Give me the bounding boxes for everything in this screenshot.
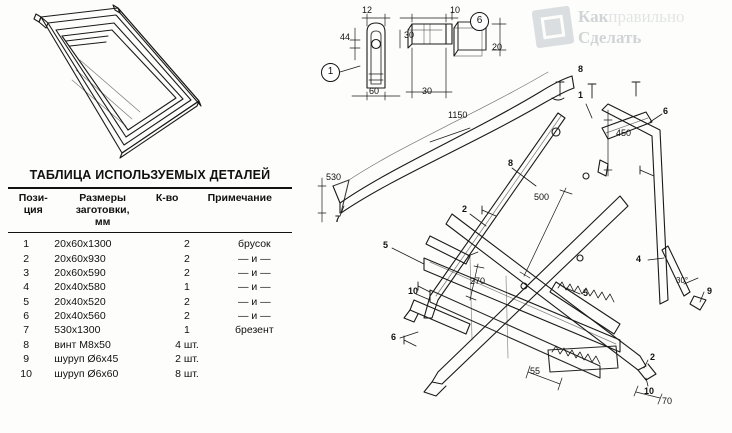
- watermark-line2-bold: Сделать: [578, 28, 642, 48]
- table-rule-top: [8, 187, 292, 189]
- parts-table-title: ТАБЛИЦА ИСПОЛЬЗУЕМЫХ ДЕТАЛЕЙ: [29, 168, 271, 182]
- fasteners: [404, 82, 654, 346]
- table-row: 9 шуруп Ø6х45 2 шт.: [23, 353, 199, 366]
- balloon-4-right: 4: [636, 254, 642, 264]
- watermark: [534, 6, 724, 52]
- dim-30-upper: 30: [404, 30, 415, 40]
- dim-20: 20: [492, 42, 503, 52]
- watermark-line1-bold: Как: [578, 7, 609, 26]
- watermark-text: [578, 6, 685, 49]
- watermark-line1-light: правильно: [608, 7, 685, 26]
- watermark-logo-icon: [532, 6, 575, 49]
- balloon-2-right: 2: [650, 352, 656, 362]
- dim-70: 70: [662, 396, 673, 406]
- frame-panel-drawing: [34, 5, 201, 158]
- dim-1150: 1150: [448, 110, 468, 120]
- header-position: Пози- ция: [18, 192, 48, 217]
- chair-assembly: [404, 104, 706, 396]
- table-row: 8 винт М8х50 4 шт.: [23, 338, 199, 351]
- balloon-5-right: 5: [583, 288, 589, 298]
- dim-450: 450: [616, 128, 632, 138]
- balloon-10-left: 10: [408, 286, 419, 296]
- table-header-row: [8, 192, 292, 229]
- parts-table-body: [8, 237, 292, 381]
- balloon-7-canvas: 7: [335, 214, 341, 224]
- table-row: 5 20х40х520 2 — и —: [23, 295, 271, 308]
- balloon-9-right: 9: [707, 286, 713, 296]
- balloon-6-right: 6: [663, 106, 669, 116]
- header-note: Примечание: [207, 192, 272, 204]
- dim-12: 12: [362, 5, 373, 15]
- balloon-2-left: 2: [462, 204, 468, 214]
- table-row: 6 20х40х560 2 — и —: [23, 310, 271, 323]
- balloon-6-left: 6: [391, 332, 397, 342]
- dim-530: 530: [326, 172, 342, 182]
- table-row: 2 20х60х930 2 — и —: [23, 252, 271, 265]
- balloon-10-bottom: 10: [644, 386, 655, 396]
- balloon-section-6: 6: [470, 12, 489, 31]
- dim-500: 500: [534, 192, 550, 202]
- table-rule-mid: [8, 232, 292, 233]
- detail-1-drawing: [367, 22, 486, 88]
- table-row: 4 20х40х580 1 — и —: [23, 281, 271, 294]
- dim-30-deg: 30°: [676, 276, 689, 285]
- balloon-8-top: 8: [578, 64, 584, 74]
- assembly-dimensions: [466, 110, 698, 404]
- header-size: Размеры заготовки, мм: [75, 192, 130, 229]
- leader-balloon-1: [340, 66, 360, 72]
- dim-60: 60: [369, 86, 380, 96]
- dim-55: 55: [530, 366, 541, 376]
- dim-270: 270: [470, 276, 486, 286]
- table-row: 3 20х60х590 2 — и —: [23, 266, 271, 279]
- table-row: 1 20х60х1300 2 брусок: [23, 238, 271, 251]
- parts-table-grid: [8, 192, 292, 229]
- parts-table: [8, 168, 292, 381]
- dim-10: 10: [450, 5, 461, 15]
- header-quantity: К-во: [155, 192, 179, 204]
- balloon-1-top: 1: [578, 90, 584, 100]
- dim-30-lower: 30: [422, 86, 433, 96]
- dim-44: 44: [340, 32, 351, 42]
- table-row: 10 шуруп Ø6х60 8 шт.: [20, 367, 199, 380]
- balloon-detail-1: 1: [321, 63, 340, 82]
- balloon-5-left: 5: [383, 240, 389, 250]
- table-row: 7 530х1300 1 брезент: [23, 324, 274, 337]
- balloon-8-mid: 8: [508, 158, 514, 168]
